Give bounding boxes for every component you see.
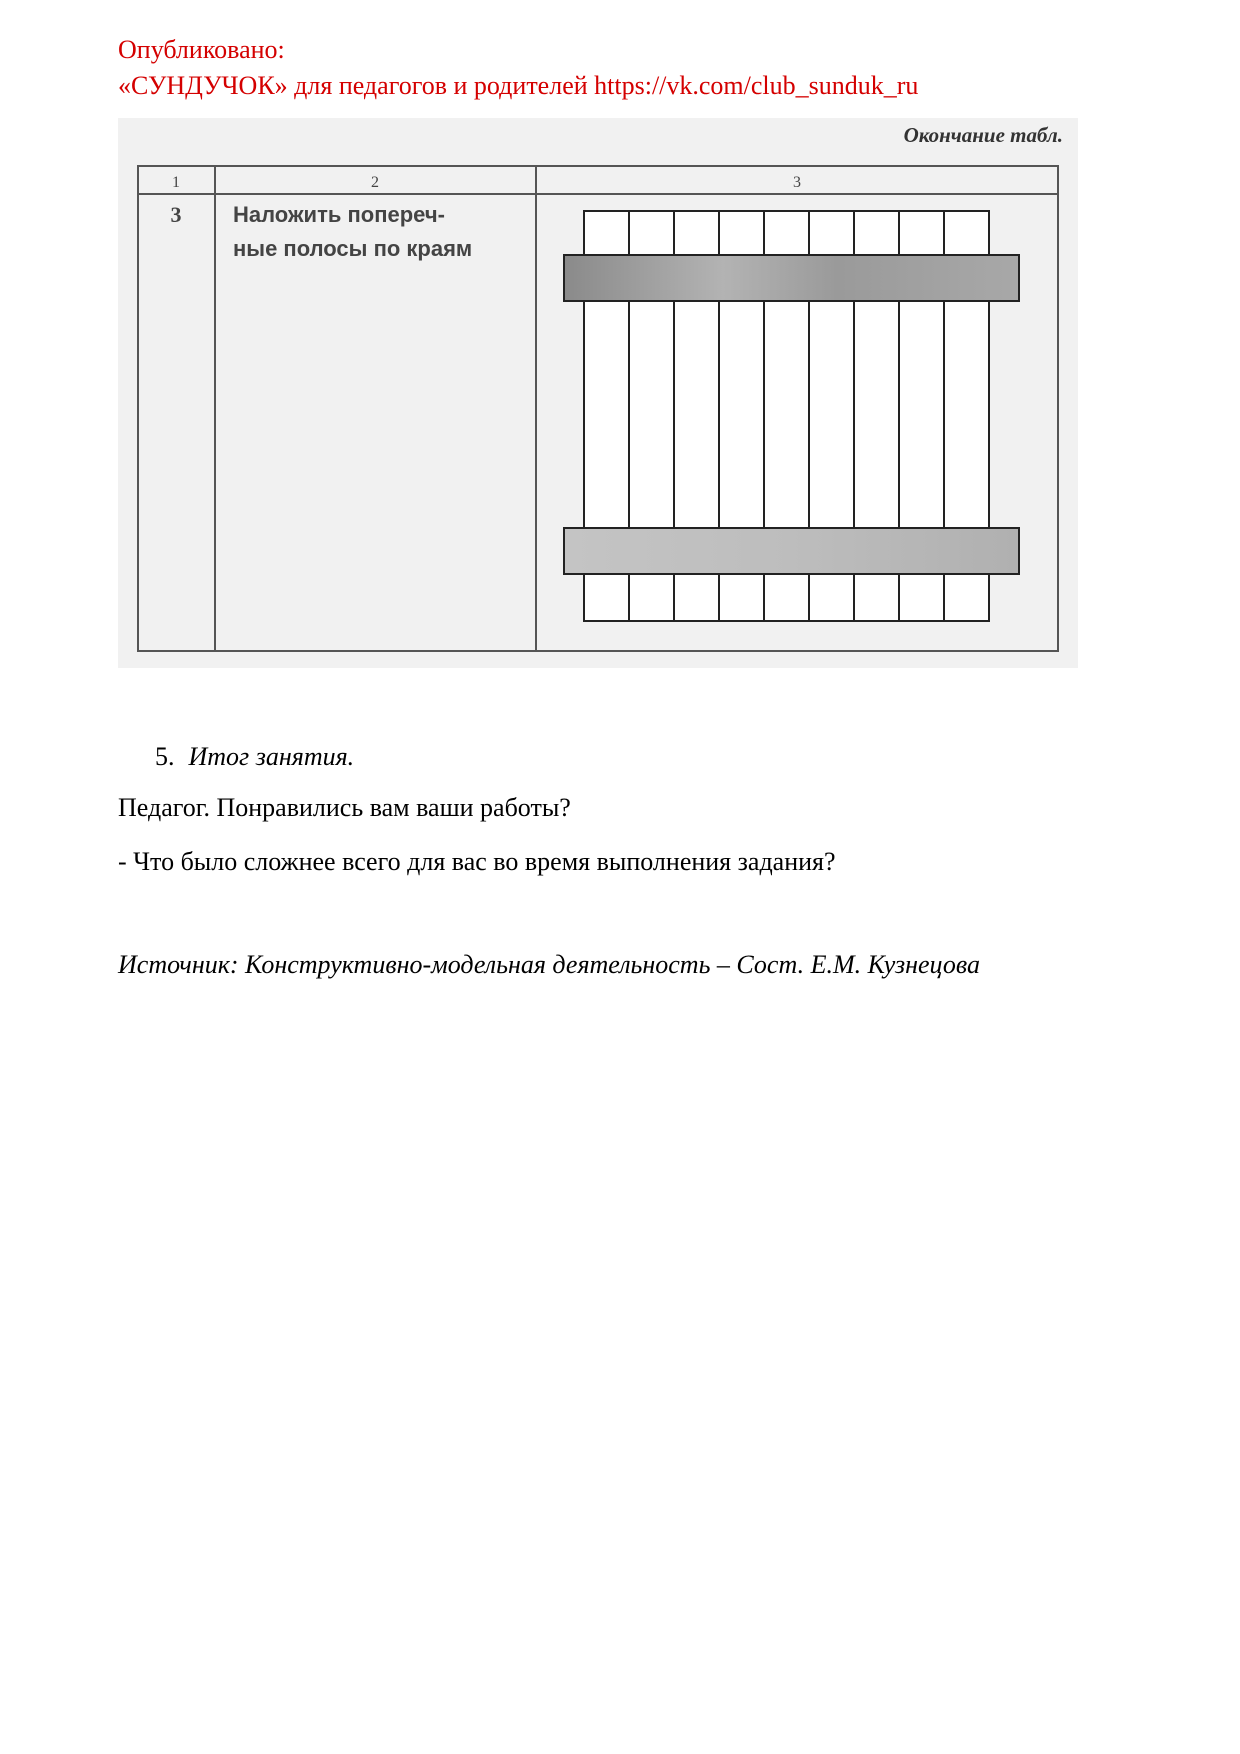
scanned-table-image (118, 118, 1078, 668)
published-label: Опубликовано: (118, 35, 285, 64)
step-text-line-1: Наложить попереч- (233, 202, 445, 227)
paragraph-teacher-question: Педагог. Понравились вам ваши работы? (118, 793, 571, 822)
column-header-2: 2 (371, 174, 379, 191)
craft-diagram (564, 211, 1019, 621)
table-caption: Окончание табл. (903, 123, 1063, 147)
bottom-cross-strip (564, 528, 1019, 574)
column-header-3: 3 (793, 174, 801, 191)
top-cross-strip (564, 255, 1019, 301)
section-heading (155, 742, 354, 772)
column-header-1: 1 (172, 174, 180, 191)
section-title: Итог занятия. (188, 742, 355, 771)
step-number: 3 (170, 202, 182, 227)
publication-header (118, 32, 918, 104)
scanned-table-svg (118, 118, 1078, 668)
step-text-line-2: ные полосы по краям (233, 236, 473, 261)
publisher-line: «СУНДУЧОК» для педагогов и родителей https://vk.com/club_sunduk_ru (118, 71, 919, 100)
paragraph-question: - Что было сложнее всего для вас во время выполнения задания? (118, 847, 836, 876)
source-citation: Источник: Конструктивно-модельная деятельность – Сост. Е.М. Кузнецова (118, 950, 980, 979)
section-number: 5. (155, 742, 175, 771)
